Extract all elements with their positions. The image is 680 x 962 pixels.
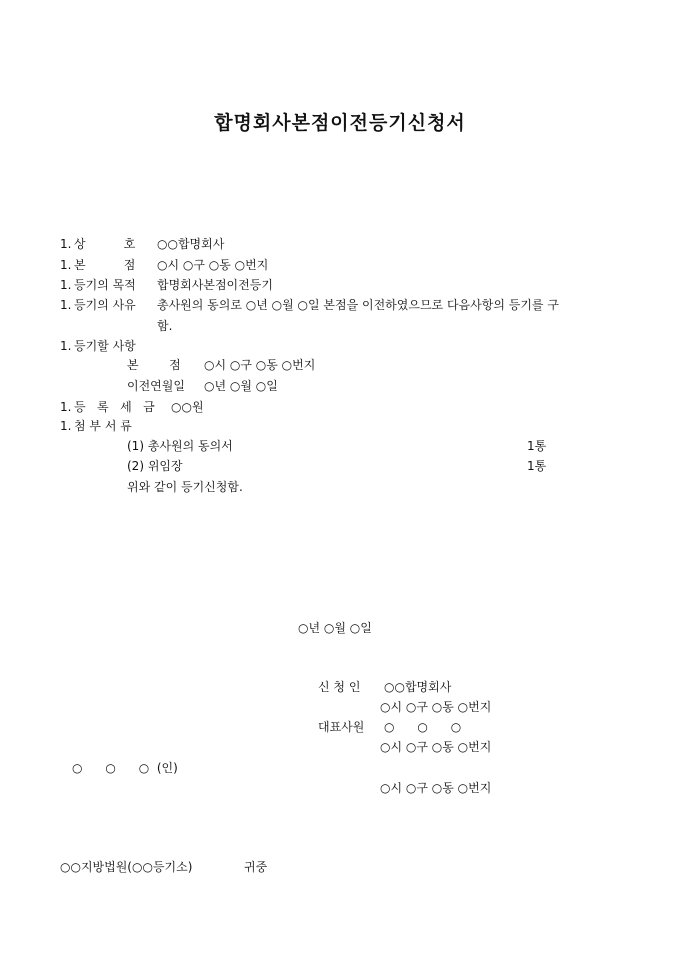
reason-value-line2: 함. [157,319,173,333]
matters-date-label: 이전연월일 [127,379,185,393]
purpose-label: 등기의 목적 [74,278,136,292]
reason-label: 등기의 사유 [74,298,136,312]
application-date: ○년 ○월 ○일 [298,621,372,635]
reason-value-line1: 총사원의 동의로 ○년 ○월 ○일 본점을 이전하였으므로 다음사항의 등기를 구 [157,298,559,312]
attachments-label: 첨 부 서 류 [74,419,132,433]
trade-name-value: ○○합명회사 [157,237,225,251]
proxy-address: ○시 ○구 ○동 ○번지 [380,781,492,795]
item-bullet: 1. [60,419,72,433]
applicant-company: ○○합명회사 [384,680,452,694]
applicant-label: 신 청 인 [318,680,361,694]
representative-label: 대표사원 [318,720,365,734]
item-bullet: 1. [60,298,72,312]
item-bullet: 1. [60,339,72,353]
item-bullet: 1. [60,278,72,292]
court-honorific: 귀중 [244,860,268,874]
closing-statement: 위와 같이 등기신청함. [127,480,243,494]
item-bullet: 1. [60,237,72,251]
court-name: ○○지방법원(○○등기소) [60,860,193,874]
trade-name-label: 상 호 [74,237,136,251]
attachment-item: (2) 위임장 [127,459,183,473]
tax-value: ○○원 [171,400,204,414]
item-bullet: 1. [60,400,72,414]
applicant-company-address: ○시 ○구 ○동 ○번지 [380,700,492,714]
head-office-label: 본 점 [74,258,136,272]
matters-office-label: 본 점 [127,358,181,372]
attachment-item: (1) 총사원의 동의서 [127,439,233,453]
representative-name: ○ ○ ○ [384,720,462,734]
proxy-name-seal: ○ ○ ○ (인) [72,761,178,775]
matters-office-value: ○시 ○구 ○동 ○번지 [204,358,316,372]
purpose-value: 합명회사본점이전등기 [157,278,273,292]
matters-label: 등기할 사항 [74,339,136,353]
attachment-count: 1통 [527,439,547,453]
document-title: 합명회사본점이전등기신청서 [214,112,466,134]
matters-date-value: ○년 ○월 ○일 [204,379,278,393]
head-office-value: ○시 ○구 ○동 ○번지 [157,258,269,272]
representative-address: ○시 ○구 ○동 ○번지 [380,740,492,754]
tax-label: 등 록 세 금 [74,400,155,414]
attachment-count: 1통 [527,459,547,473]
item-bullet: 1. [60,258,72,272]
